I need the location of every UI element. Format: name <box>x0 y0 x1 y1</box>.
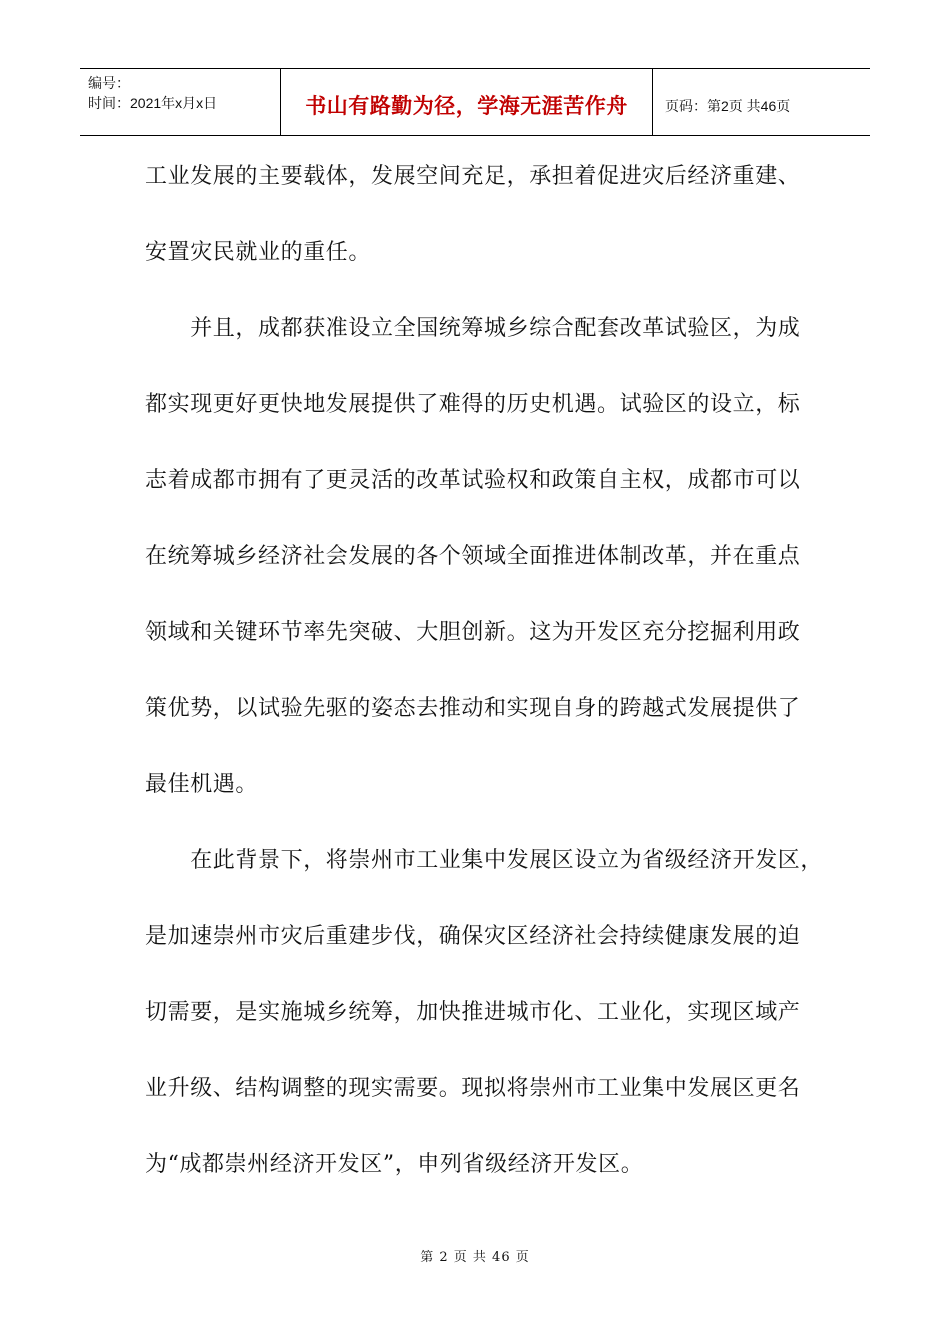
body-line: 志着成都市拥有了更灵活的改革试验权和政策自主权，成都市可以 <box>145 468 801 493</box>
body-line: 业升级、结构调整的现实需要。现拟将崇州市工业集中发展区更名 <box>145 1076 801 1101</box>
document-date-label: 时间：2021年x月x日 <box>88 95 218 111</box>
body-line: 最佳机遇。 <box>145 772 259 797</box>
body-line: 在统筹城乡经济社会发展的各个领域全面推进体制改革，并在重点 <box>145 544 801 569</box>
body-line: 领域和关键环节率先突破、大胆创新。这为开发区充分挖掘利用政 <box>145 620 801 645</box>
page-footer: 第 2 页 共 46 页 <box>420 1250 530 1265</box>
document-header <box>80 68 870 136</box>
body-line: 安置灾民就业的重任。 <box>145 240 372 265</box>
body-line: 为“成都崇州经济开发区”，申列省级经济开发区。 <box>145 1152 644 1177</box>
document-number-label: 编号： <box>88 75 130 91</box>
body-text <box>145 160 824 1224</box>
header-motto-cell <box>281 69 653 135</box>
header-meta <box>80 69 281 135</box>
body-line: 工业发展的主要载体，发展空间充足，承担着促进灾后经济重建、 <box>145 164 801 189</box>
body-line: 在此背景下，将崇州市工业集中发展区设立为省级经济开发区， <box>145 848 824 873</box>
body-line: 策优势，以试验先驱的姿态去推动和实现自身的跨越式发展提供了 <box>145 696 801 721</box>
body-line: 并且，成都获准设立全国统筹城乡综合配套改革试验区，为成 <box>145 316 801 341</box>
body-line: 切需要，是实施城乡统筹，加快推进城市化、工业化，实现区域产 <box>145 1000 801 1025</box>
header-motto: 书山有路勤为径，学海无涯苦作舟 <box>305 94 628 118</box>
body-line: 都实现更好更快地发展提供了难得的历史机遇。试验区的设立，标 <box>145 392 801 417</box>
body-line: 是加速崇州市灾后重建步伐，确保灾区经济社会持续健康发展的迫 <box>145 924 801 949</box>
header-page-cell <box>653 69 870 135</box>
header-page-info: 页码：第2页 共46页 <box>665 98 791 114</box>
